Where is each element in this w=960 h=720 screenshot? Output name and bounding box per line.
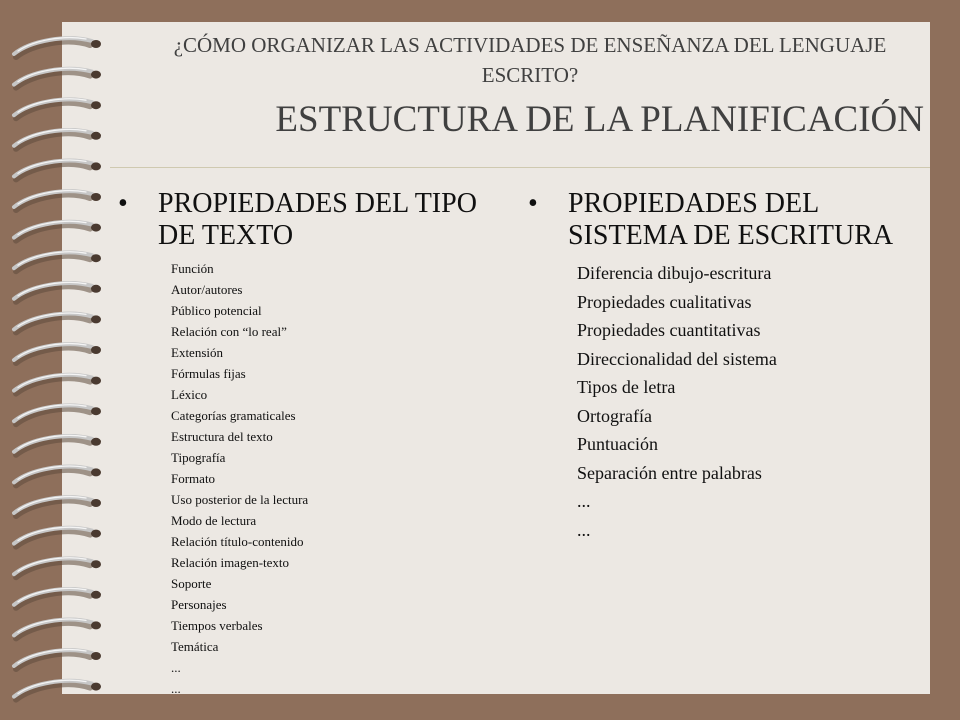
- list-item: Uso posterior de la lectura: [171, 492, 309, 507]
- list-item: Propiedades cuantitativas: [577, 320, 761, 340]
- list-item: Diferencia dibujo-escritura: [577, 263, 772, 283]
- list-item: ...: [577, 519, 591, 540]
- spiral-ring: [14, 558, 101, 577]
- spiral-ring: [14, 221, 101, 240]
- list-item: Personajes: [171, 597, 227, 612]
- spiral-binding: [0, 0, 130, 720]
- spiral-ring: [14, 160, 101, 179]
- list-item: Tipos de letra: [577, 377, 676, 397]
- slide-title: ESTRUCTURA DE LA PLANIFICACIÓN: [275, 99, 924, 140]
- list-item: Soporte: [171, 576, 212, 591]
- spiral-ring: [14, 650, 101, 669]
- spiral-ring: [14, 313, 101, 332]
- bullet-icon: •: [118, 188, 128, 219]
- list-item: Tipografía: [171, 450, 226, 465]
- list-item: Categorías gramaticales: [171, 408, 296, 423]
- list-item: Puntuación: [577, 434, 658, 454]
- spiral-ring: [14, 435, 101, 454]
- spiral-ring: [14, 497, 101, 516]
- spiral-ring: [14, 405, 101, 424]
- list-item: Autor/autores: [171, 282, 243, 297]
- right-heading: PROPIEDADES DEL SISTEMA DE ESCRITURA: [568, 188, 894, 251]
- list-item: Temática: [171, 639, 219, 654]
- list-item: Separación entre palabras: [577, 462, 762, 483]
- spiral-ring: [14, 374, 101, 393]
- spiral-ring: [14, 282, 101, 301]
- spiral-ring: [14, 680, 101, 699]
- spiral-ring: [14, 129, 101, 148]
- list-item: Direccionalidad del sistema: [577, 348, 777, 369]
- list-item: Propiedades cualitativas: [577, 291, 752, 312]
- list-item: Relación con “lo real”: [171, 324, 287, 339]
- list-item: ...: [171, 681, 181, 696]
- spiral-ring: [14, 527, 101, 546]
- list-item: Modo de lectura: [171, 513, 257, 528]
- spiral-ring: [14, 619, 101, 638]
- spiral-ring: [14, 252, 101, 271]
- list-item: Formato: [171, 471, 216, 486]
- slide-header: [150, 30, 930, 142]
- list-item: Función: [171, 261, 214, 276]
- list-item: Relación imagen-texto: [171, 555, 290, 570]
- spiral-ring: [14, 38, 101, 57]
- right-heading-row: [528, 188, 918, 252]
- left-item-list: [171, 258, 498, 699]
- list-item: Estructura del texto: [171, 429, 273, 444]
- left-column: [118, 188, 498, 699]
- left-heading: PROPIEDADES DEL TIPO DE TEXTO: [158, 188, 477, 251]
- left-heading-row: [118, 188, 498, 252]
- spiral-ring: [14, 344, 101, 363]
- spiral-ring: [14, 191, 101, 210]
- title-divider: [110, 167, 930, 168]
- right-item-list: [577, 259, 918, 544]
- right-column: [528, 188, 918, 544]
- list-item: Léxico: [171, 387, 208, 402]
- slide-subtitle: ¿CÓMO ORGANIZAR LAS ACTIVIDADES DE ENSEÑANZA DEL LENGUAJE ESCRITO?: [173, 33, 887, 87]
- list-item: Relación título-contenido: [171, 534, 304, 549]
- list-item: ...: [171, 660, 181, 675]
- list-item: Extensión: [171, 345, 223, 360]
- bullet-icon: •: [528, 188, 538, 219]
- list-item: Público potencial: [171, 303, 262, 318]
- spiral-ring: [14, 588, 101, 607]
- spiral-ring: [14, 68, 101, 87]
- spiral-ring: [14, 466, 101, 485]
- list-item: Tiempos verbales: [171, 618, 263, 633]
- list-item: Ortografía: [577, 405, 652, 426]
- list-item: Fórmulas fijas: [171, 366, 246, 381]
- list-item: ...: [577, 491, 591, 511]
- spiral-ring: [14, 99, 101, 118]
